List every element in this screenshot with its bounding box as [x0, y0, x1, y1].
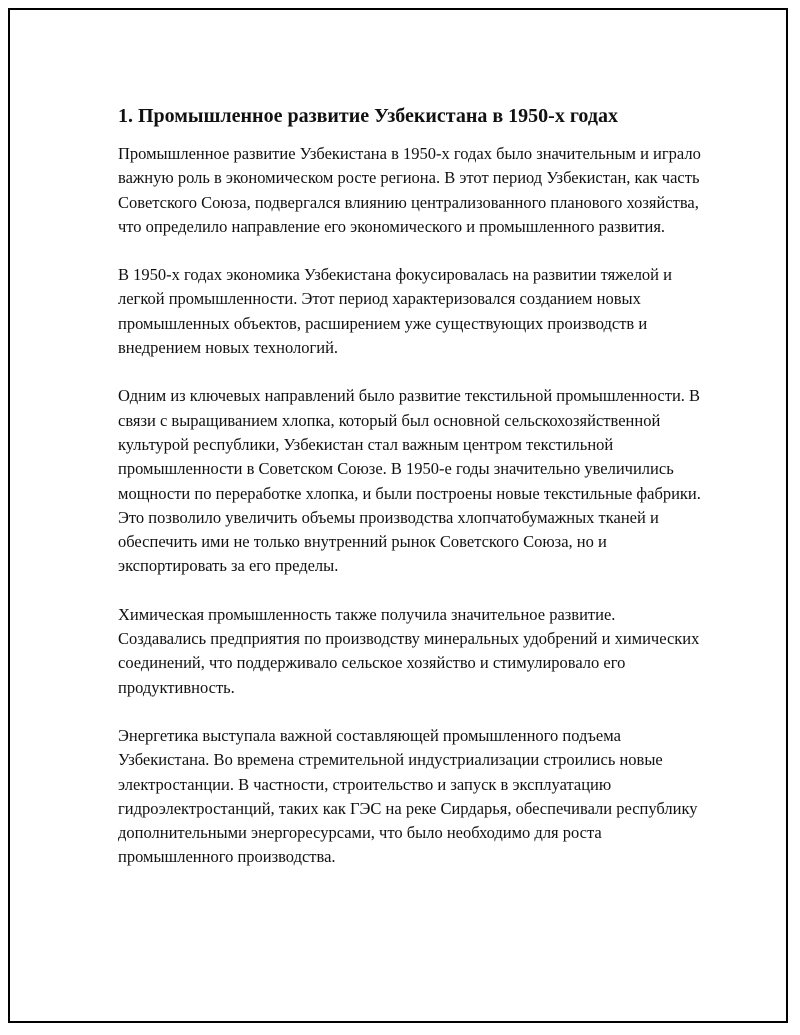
paragraph-5: Энергетика выступала важной составляющей промышленного подъема Узбекистана. Во времена стремительной индустриализации строились новые электростанции. В частности, строительство и запуск в эксплуатацию гидроэлектростанций, таких как ГЭС на реке Сирдарья, обеспечивали республику дополнительными энергоресурсами, что было необходимо для роста промышленного производства.: [118, 725, 698, 867]
section-title: 1. Промышленное развитие Узбекистана в 1950-х годах: [118, 105, 618, 127]
paragraph-3: Одним из ключевых направлений было развитие текстильной промышленности. В связи с выращиванием хлопка, который был основной сельскохозяйственной культурой республики, Узбекистан стал важным центром текстильной промышленности в Советском Союзе. В 1950-е годы значительно увеличились мощности по переработке хлопка, и были построены новые текстильные фабрики. Это позволило увеличить объемы производства хлопчатобумажных тканей и обеспечить ими не только внутренний рынок Советского Союза, но и экспортировать за его пределы.: [118, 386, 701, 576]
paragraph-1: Промышленное развитие Узбекистана в 1950-х годах было значительным и играло важную роль в экономическом росте региона. В этот период Узбекистан, как часть Советского Союза, подвергался влиянию централизованного планового хозяйства, что определило направление его экономического и промышленного развития.: [118, 144, 701, 236]
page-frame: [8, 8, 788, 1023]
document-body: [118, 102, 703, 894]
paragraph-4: Химическая промышленность также получила значительное развитие. Создавались предприятия по производству минеральных удобрений и химических соединений, что поддерживало сельское хозяйство и стимулировало его продуктивность.: [118, 604, 700, 697]
paragraph-2: В 1950-х годах экономика Узбекистана фокусировалась на развитии тяжелой и легкой промышленности. Этот период характеризовался созданием новых промышленных объектов, расширением уже существующих производств и внедрением новых технологий.: [118, 265, 672, 358]
